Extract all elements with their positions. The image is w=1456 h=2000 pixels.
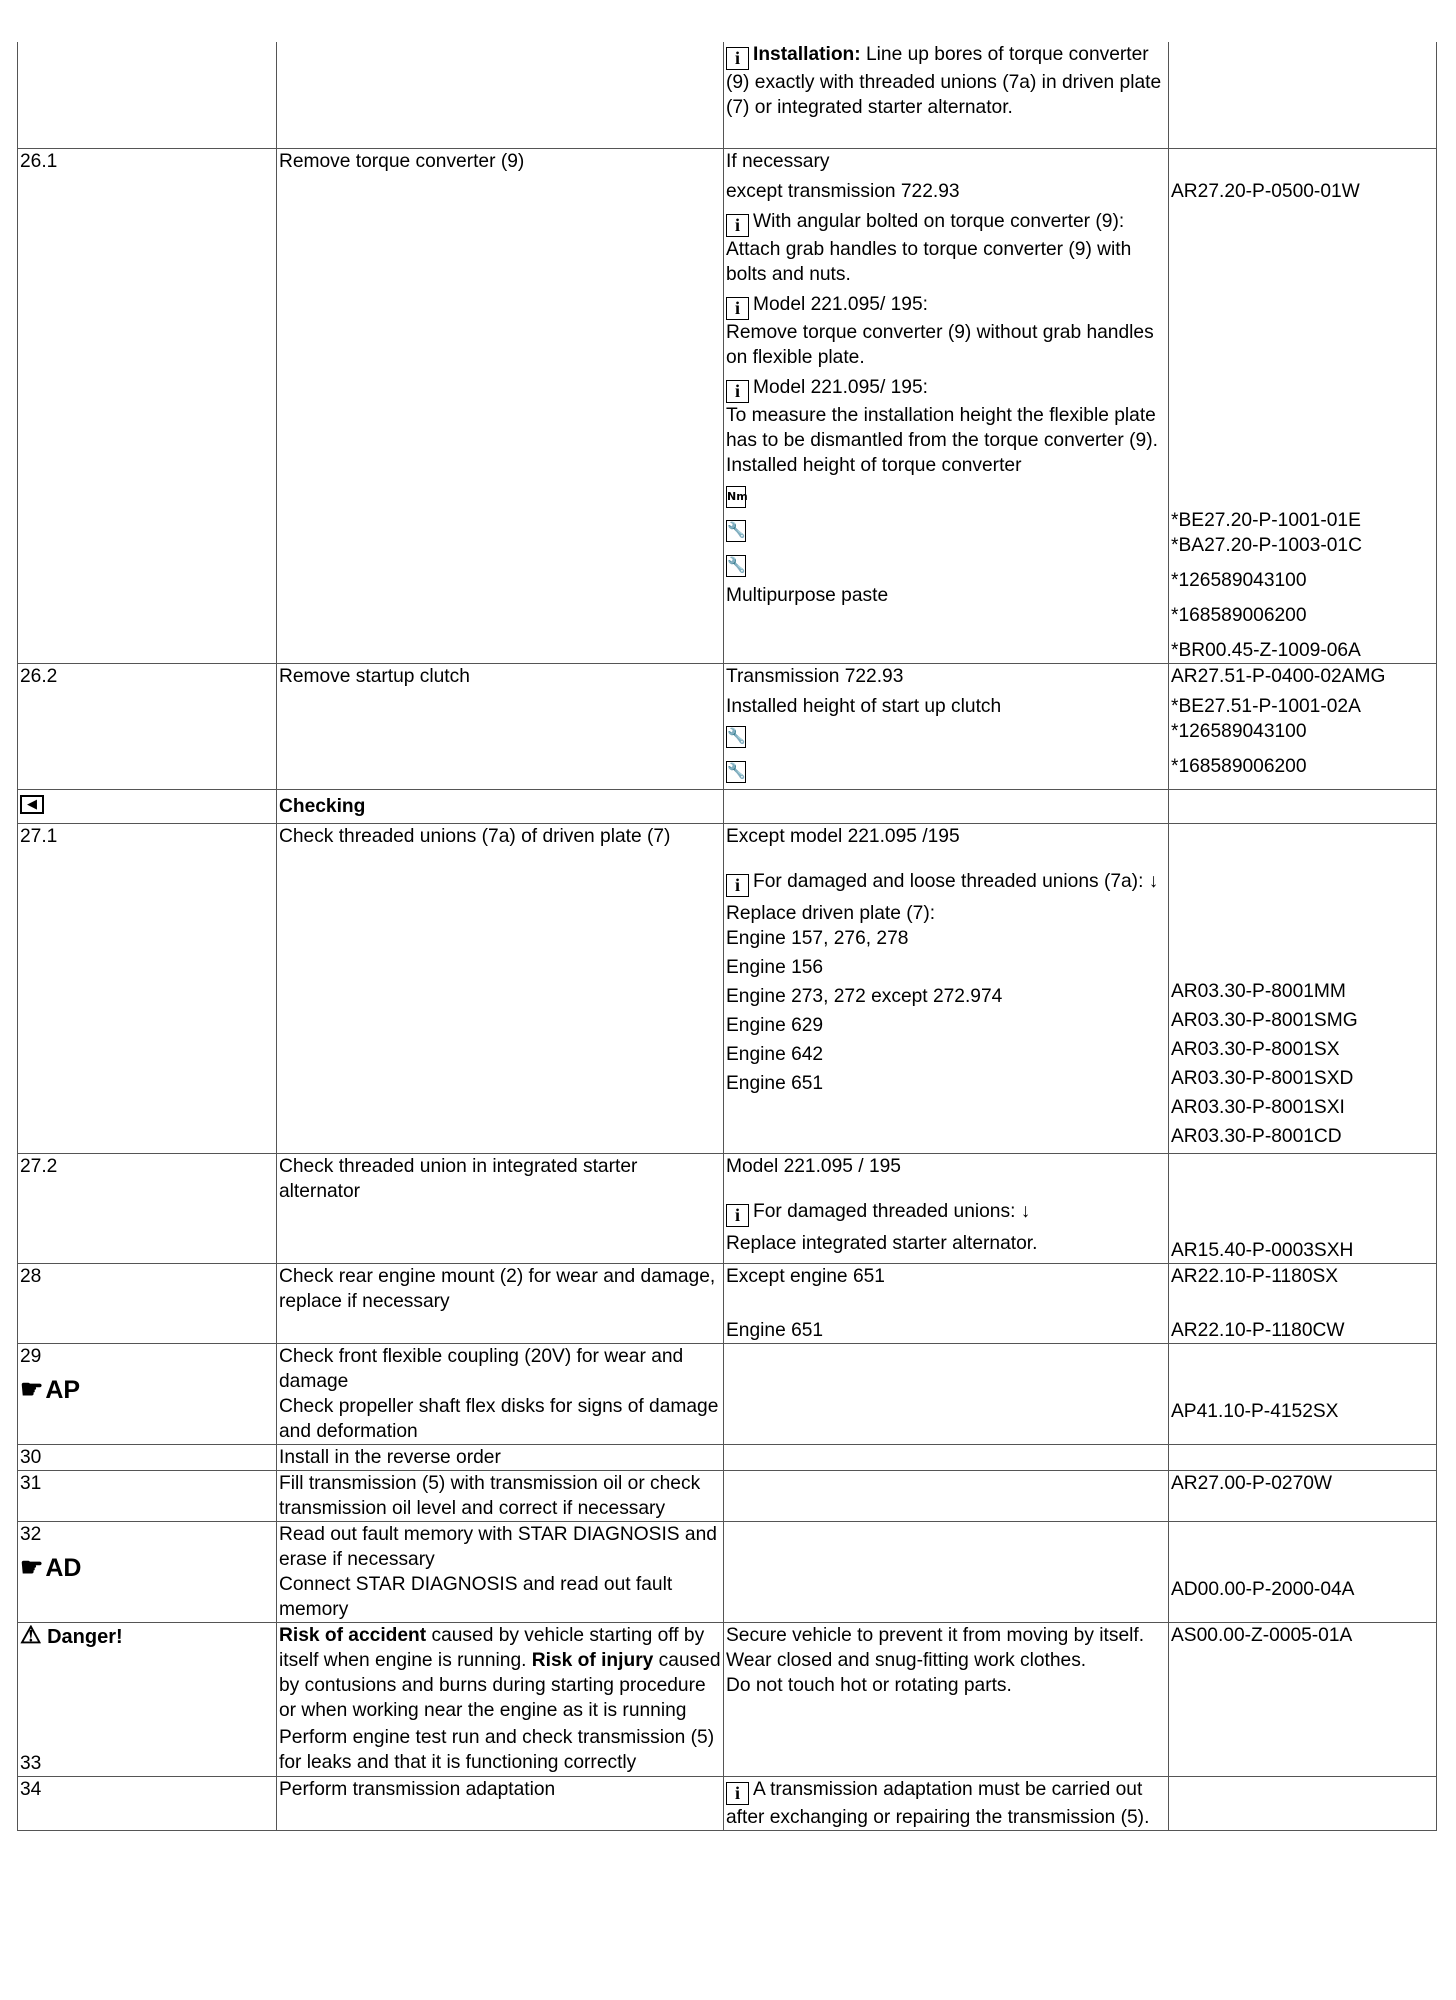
step-number: 33	[20, 1753, 42, 1774]
action-cell	[277, 42, 724, 149]
doc-reference: AR22.10-P-1180CW	[1171, 1320, 1345, 1341]
doc-reference: AR27.20-P-0500-01W	[1171, 181, 1360, 202]
action-cell: Check rear engine mount (2) for wear and damage, replace if necessary	[277, 1264, 724, 1344]
danger-text: Risk of accident caused by vehicle starting off by itself when engine is running. Risk of injury caused by contusions and burns during starting procedure or when working near the engine as it is running	[279, 1625, 721, 1721]
doc-reference: *BA27.20-P-1003-01C	[1171, 535, 1362, 556]
action-cell: Remove startup clutch	[277, 664, 724, 790]
note-text: Model 221.095/ 195:	[753, 294, 928, 315]
document	[17, 42, 1436, 1831]
info-icon: i	[726, 297, 749, 320]
note-cell	[724, 1777, 1169, 1831]
ref-cell	[1169, 1264, 1437, 1344]
note-text: For damaged and loose threaded unions (7a):	[753, 871, 1144, 892]
table-row	[18, 1522, 1437, 1623]
table-row	[18, 1154, 1437, 1264]
action-cell: Install in the reverse order	[277, 1445, 724, 1471]
note-text: Except model 221.095 /195	[726, 826, 960, 847]
doc-reference: *126589043100	[1171, 570, 1307, 591]
note-text: Model 221.095/ 195:	[753, 377, 928, 398]
step-cell	[18, 1344, 277, 1445]
info-icon: i	[726, 1782, 749, 1805]
danger-label: ⚠ Danger!	[20, 1622, 123, 1649]
installation-text: Line up bores of torque converter (9) exactly with threaded unions (7a) in driven plate (7) or integrated starter alternator.	[726, 44, 1162, 118]
table-row	[18, 824, 1437, 1154]
info-icon: i	[726, 1204, 749, 1227]
note-text: Transmission 722.93	[726, 666, 904, 687]
step-cell	[18, 1522, 277, 1623]
doc-reference: AR03.30-P-8001SXD	[1171, 1068, 1354, 1089]
info-icon: i	[726, 874, 749, 897]
ref-cell	[1169, 1445, 1437, 1471]
doc-reference: AR03.30-P-8001SXI	[1171, 1097, 1345, 1118]
note-cell	[724, 42, 1169, 149]
doc-reference: AR03.30-P-8001MM	[1171, 981, 1346, 1002]
special-tool-icon: 🔧	[726, 555, 746, 577]
doc-reference: AR03.30-P-8001CD	[1171, 1126, 1342, 1147]
arrow-down-icon: ↓	[1148, 871, 1159, 892]
info-icon: i	[726, 214, 749, 237]
engine-ref-list	[1171, 979, 1434, 1153]
engine-item: Engine 157, 276, 278	[726, 928, 909, 949]
action-cell: Perform transmission adaptation	[277, 1777, 724, 1831]
note-cell	[724, 790, 1169, 824]
note-cell	[724, 1623, 1169, 1777]
step-cell: 34	[18, 1777, 277, 1831]
ref-cell: AR27.00-P-0270W	[1169, 1471, 1437, 1522]
ref-cell	[1169, 1522, 1437, 1623]
arrow-down-icon: ↓	[1020, 1201, 1031, 1222]
ref-cell	[1169, 824, 1437, 1154]
note-text: Wear closed and snug-fitting work clothes.	[726, 1650, 1087, 1671]
table-row	[18, 1344, 1437, 1445]
ad-label: AD	[45, 1554, 82, 1582]
ref-cell	[1169, 1154, 1437, 1264]
procedure-table	[17, 42, 1437, 1831]
step-cell: 28	[18, 1264, 277, 1344]
special-tool-icon: 🔧	[726, 726, 746, 748]
note-text: If necessary	[726, 151, 830, 172]
doc-reference: *126589043100	[1171, 721, 1307, 742]
note-text: Installed height of torque converter	[726, 455, 1022, 476]
note-text: Engine 651	[726, 1320, 824, 1341]
engine-item: Engine 273, 272 except 272.974	[726, 986, 1003, 1007]
doc-reference: AR27.51-P-0400-02AMG	[1171, 666, 1386, 687]
note-text: A transmission adaptation must be carried out after exchanging or repairing the transmission (5).	[726, 1779, 1150, 1828]
note-text: Remove torque converter (9) without grab handles on flexible plate.	[726, 322, 1154, 368]
pointer-hand-icon: ☛AD	[20, 1552, 82, 1582]
action-cell: Check threaded union in integrated starter alternator	[277, 1154, 724, 1264]
note-text: With angular bolted on torque converter (9):	[753, 211, 1125, 232]
doc-reference: *BE27.20-P-1001-01E	[1171, 510, 1361, 531]
note-cell	[724, 1264, 1169, 1344]
action-text: Read out fault memory with STAR DIAGNOSIS and erase if necessary	[279, 1524, 717, 1570]
step-cell: 26.2	[18, 664, 277, 790]
step-cell	[18, 790, 277, 824]
info-icon: i	[726, 380, 749, 403]
action-cell: Check threaded unions (7a) of driven plate (7)	[277, 824, 724, 1154]
ref-cell	[1169, 1344, 1437, 1445]
step-cell	[18, 42, 277, 149]
back-icon: ◀	[20, 795, 44, 814]
doc-reference: AP41.10-P-4152SX	[1171, 1401, 1339, 1422]
doc-reference: AR03.30-P-8001SX	[1171, 1039, 1340, 1060]
table-row	[18, 1445, 1437, 1471]
doc-reference: AR22.10-P-1180SX	[1171, 1266, 1339, 1287]
step-number: 29	[20, 1346, 42, 1367]
ref-cell: AS00.00-Z-0005-01A	[1169, 1623, 1437, 1777]
ref-cell	[1169, 664, 1437, 790]
table-row	[18, 1471, 1437, 1522]
engine-item: Engine 629	[726, 1015, 824, 1036]
note-cell	[724, 149, 1169, 664]
table-row	[18, 1623, 1437, 1777]
note-text: Except engine 651	[726, 1266, 885, 1287]
step-number: 32	[20, 1524, 42, 1545]
note-cell	[724, 664, 1169, 790]
note-cell	[724, 1471, 1169, 1522]
note-text: Installed height of start up clutch	[726, 696, 1002, 717]
doc-reference: *168589006200	[1171, 605, 1307, 626]
table-row	[18, 664, 1437, 790]
step-cell: 31	[18, 1471, 277, 1522]
note-text: To measure the installation height the flexible plate has to be dismantled from the torque converter (9).	[726, 405, 1158, 451]
doc-reference: AD00.00-P-2000-04A	[1171, 1579, 1355, 1600]
action-text: Connect STAR DIAGNOSIS and read out fault memory	[279, 1574, 673, 1620]
action-cell: Remove torque converter (9)	[277, 149, 724, 664]
note-cell	[724, 1445, 1169, 1471]
note-text: Do not touch hot or rotating parts.	[726, 1675, 1012, 1696]
step-cell: 26.1	[18, 149, 277, 664]
table-row	[18, 1264, 1437, 1344]
ap-label: AP	[45, 1376, 81, 1404]
note-text: except transmission 722.93	[726, 181, 960, 202]
info-icon: i	[726, 47, 749, 70]
warning-icon: ⚠	[20, 1622, 42, 1649]
step-cell: 30	[18, 1445, 277, 1471]
table-row	[18, 42, 1437, 149]
action-text: Check propeller shaft flex disks for signs of damage and deformation	[279, 1396, 719, 1442]
engine-item: Engine 156	[726, 957, 824, 978]
note-cell	[724, 1522, 1169, 1623]
doc-reference: *BE27.51-P-1001-02A	[1171, 696, 1361, 717]
step-cell: 27.1	[18, 824, 277, 1154]
engine-list	[726, 926, 1166, 1100]
action-cell: Fill transmission (5) with transmission oil or check transmission oil level and correct if necessary	[277, 1471, 724, 1522]
step-cell: 27.2	[18, 1154, 277, 1264]
engine-item: Engine 642	[726, 1044, 824, 1065]
note-text: Multipurpose paste	[726, 585, 889, 606]
action-text: Perform engine test run and check transmission (5) for leaks and that it is functioning correctly	[279, 1727, 715, 1773]
section-heading: Checking	[277, 790, 724, 824]
special-tool-icon: 🔧	[726, 520, 746, 542]
note-cell	[724, 824, 1169, 1154]
note-text: Secure vehicle to prevent it from moving by itself.	[726, 1625, 1145, 1646]
ref-cell	[1169, 149, 1437, 664]
pointer-hand-icon: ☛AP	[20, 1374, 81, 1404]
installation-label: Installation:	[753, 44, 861, 65]
special-tool-icon: 🔧	[726, 761, 746, 783]
note-text: Attach grab handles to torque converter (9) with bolts and nuts.	[726, 239, 1132, 285]
note-text: Replace driven plate (7):	[726, 903, 936, 924]
note-text: For damaged threaded unions:	[753, 1201, 1016, 1222]
action-cell	[277, 1623, 724, 1777]
note-cell	[724, 1154, 1169, 1264]
doc-reference: AR15.40-P-0003SXH	[1171, 1240, 1354, 1261]
doc-reference: *BR00.45-Z-1009-06A	[1171, 640, 1361, 661]
note-text: Model 221.095 / 195	[726, 1156, 901, 1177]
action-text: Check front flexible coupling (20V) for wear and damage	[279, 1346, 684, 1392]
step-cell	[18, 1623, 277, 1777]
torque-nm-icon: Nm	[726, 486, 746, 508]
action-cell	[277, 1522, 724, 1623]
table-row	[18, 1777, 1437, 1831]
doc-reference: *168589006200	[1171, 756, 1307, 777]
doc-reference: AR03.30-P-8001SMG	[1171, 1010, 1358, 1031]
note-text: Replace integrated starter alternator.	[726, 1233, 1038, 1254]
ref-cell	[1169, 42, 1437, 149]
ref-cell	[1169, 1777, 1437, 1831]
note-cell	[724, 1344, 1169, 1445]
table-row	[18, 149, 1437, 664]
engine-item: Engine 651	[726, 1073, 824, 1094]
ref-cell	[1169, 790, 1437, 824]
action-cell	[277, 1344, 724, 1445]
section-header-row	[18, 790, 1437, 824]
